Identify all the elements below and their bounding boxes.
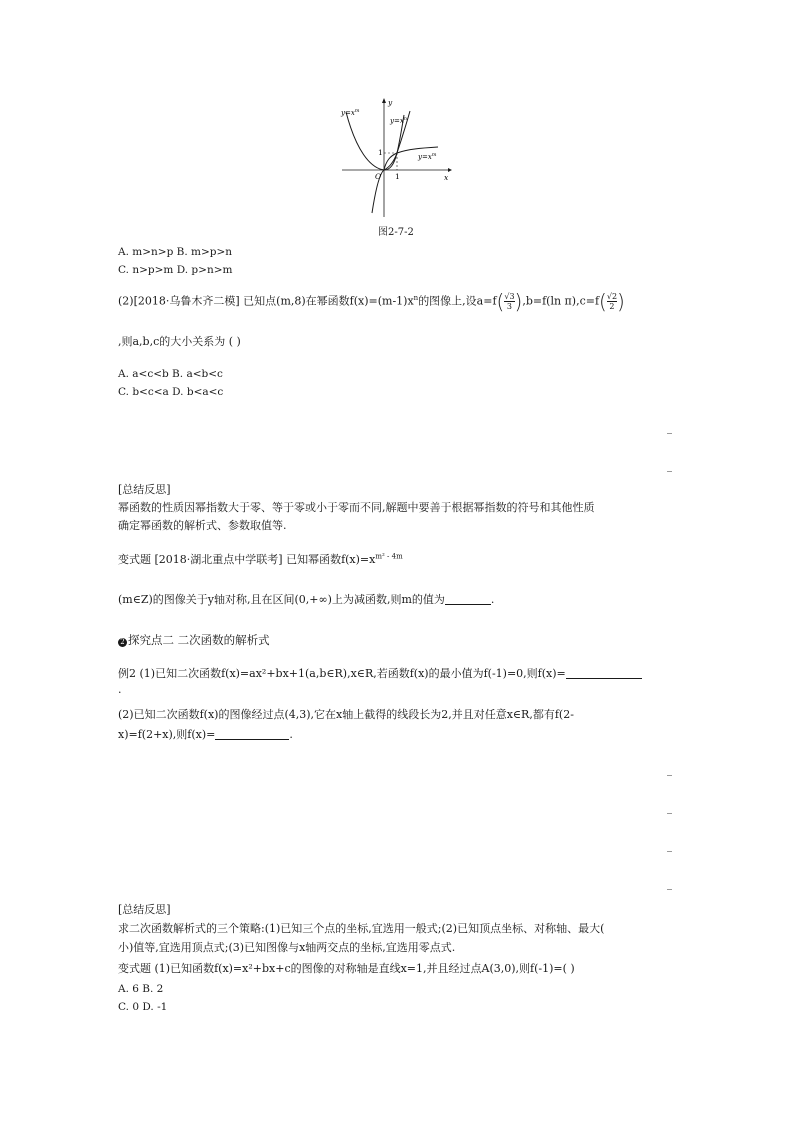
- label-one-x: 1: [395, 172, 400, 181]
- margin-mark: [667, 813, 672, 814]
- variant1-answer-blank[interactable]: [445, 604, 491, 605]
- x-axis-arrow: [448, 168, 452, 172]
- margin-mark: [667, 851, 672, 852]
- margin-mark: [667, 471, 672, 472]
- q2-options-line2: C. b<c<a D. b<a<c: [118, 386, 224, 398]
- label-one-y: 1: [378, 148, 383, 157]
- y-axis-arrow: [382, 98, 386, 103]
- q2-stem: (2)[2018·乌鲁木齐二模] 已知点(m,8)在幂函数$f(x)=(m-1)x^n$的图像上,设a=f( $\frac{√3}{3}$ ),b=f(ln π),c=f( $\frac{√2}{2}$ ): [118, 289, 625, 314]
- variant1-line1: 变式题 [2018·湖北重点中学联考] 已知幂函数$f(x)=x^{m^2 - 4m}$: [118, 552, 403, 566]
- variant2-options-line2: C. 0 D. -1: [118, 1001, 168, 1013]
- label-x-axis: x: [444, 173, 449, 182]
- summary1-line1: 幂函数的性质因幂指数大于零、等于零或小于零而不同,解题中要善于根据幂指数的符号和其他性质: [118, 501, 595, 514]
- margin-mark: [667, 433, 672, 434]
- label-origin: O: [375, 172, 382, 181]
- q1-options-line1: A. m>n>p B. m>p>n: [118, 246, 233, 258]
- figure-caption: 图2-7-2: [378, 227, 414, 238]
- margin-mark: [667, 889, 672, 890]
- curve-odd-power: [372, 111, 410, 213]
- q2-stem-a: 已知点(m,8)在幂函数f(x)=(m-1)x: [243, 294, 414, 308]
- q2-frac-c: $\frac{√2}{2}$: [606, 292, 618, 311]
- label-curve-p: $y=x^m$: [418, 152, 437, 161]
- example2-answer-blank-1[interactable]: [566, 678, 642, 679]
- summary1-line2: 确定幂函数的解析式、参数取值等.: [118, 519, 287, 532]
- q2-frac-a: $\frac{√3}{3}$: [504, 292, 515, 311]
- summary1-title: [总结反思]: [118, 483, 171, 496]
- power-function-graph: [338, 95, 456, 220]
- summary2-line1: 求二次函数解析式的三个策略:(1)已知三个点的坐标,宜选用一般式;(2)已知顶点坐标、对称轴、最大(: [118, 922, 605, 935]
- variant1-exponent: m² - 4m: [375, 552, 403, 561]
- variant2-line1: 变式题 (1)已知函数f(x)=x²+bx+c的图像的对称轴是直线x=1,并且经过点A(3,0),则f(-1)=( ): [118, 962, 575, 975]
- q2-stem-a-exp: n: [413, 293, 419, 302]
- q1-options-line2: C. n>p>m D. p>n>m: [118, 264, 233, 276]
- label-curve-m: $y=x^m$: [341, 108, 360, 117]
- q2-options-line1: A. a<c<b B. a<b<c: [118, 368, 223, 380]
- example2-answer-blank-2[interactable]: [215, 739, 289, 740]
- q2-stem-c: ,b=f(ln π),c=f: [522, 294, 600, 308]
- example2-line1-end: .: [118, 683, 122, 696]
- q2-stem-b: 的图像上,设a=f: [418, 294, 497, 308]
- margin-mark: [667, 775, 672, 776]
- example2-line1: 例2 (1)已知二次函数f(x)=ax²+bx+1(a,b∈R),x∈R,若函数f(x)的最小值为f(-1)=0,则f(x)=: [118, 667, 642, 681]
- example2-line2: (2)已知二次函数f(x)的图像经过点(4,3),它在x轴上截得的线段长为2,并且对任意x∈R,都有f(2-: [118, 708, 574, 721]
- variant1-line2: (m∈Z)的图像关于y轴对称,且在区间(0,+∞)上为减函数,则m的值为 .: [118, 593, 495, 606]
- summary2-title: [总结反思]: [118, 903, 171, 916]
- q2-prefix: (2)[2018·乌鲁木齐二模]: [118, 294, 240, 308]
- summary2-line2: 小)值等,宜选用顶点式;(3)已知图像与x轴两交点的坐标,宜选用零点式.: [118, 941, 456, 954]
- variant2-options-line1: A. 6 B. 2: [118, 983, 164, 995]
- example2-line3: x)=f(2+x),则f(x)= .: [118, 728, 293, 741]
- label-y-axis: y: [388, 98, 393, 107]
- q2-stem-d: ,则a,b,c的大小关系为 ( ): [118, 335, 241, 348]
- section2-heading: 2 探究点二 二次函数的解析式: [118, 633, 270, 647]
- section-bullet-icon: 2: [118, 638, 127, 647]
- label-curve-n: $y=x^n$: [390, 116, 408, 125]
